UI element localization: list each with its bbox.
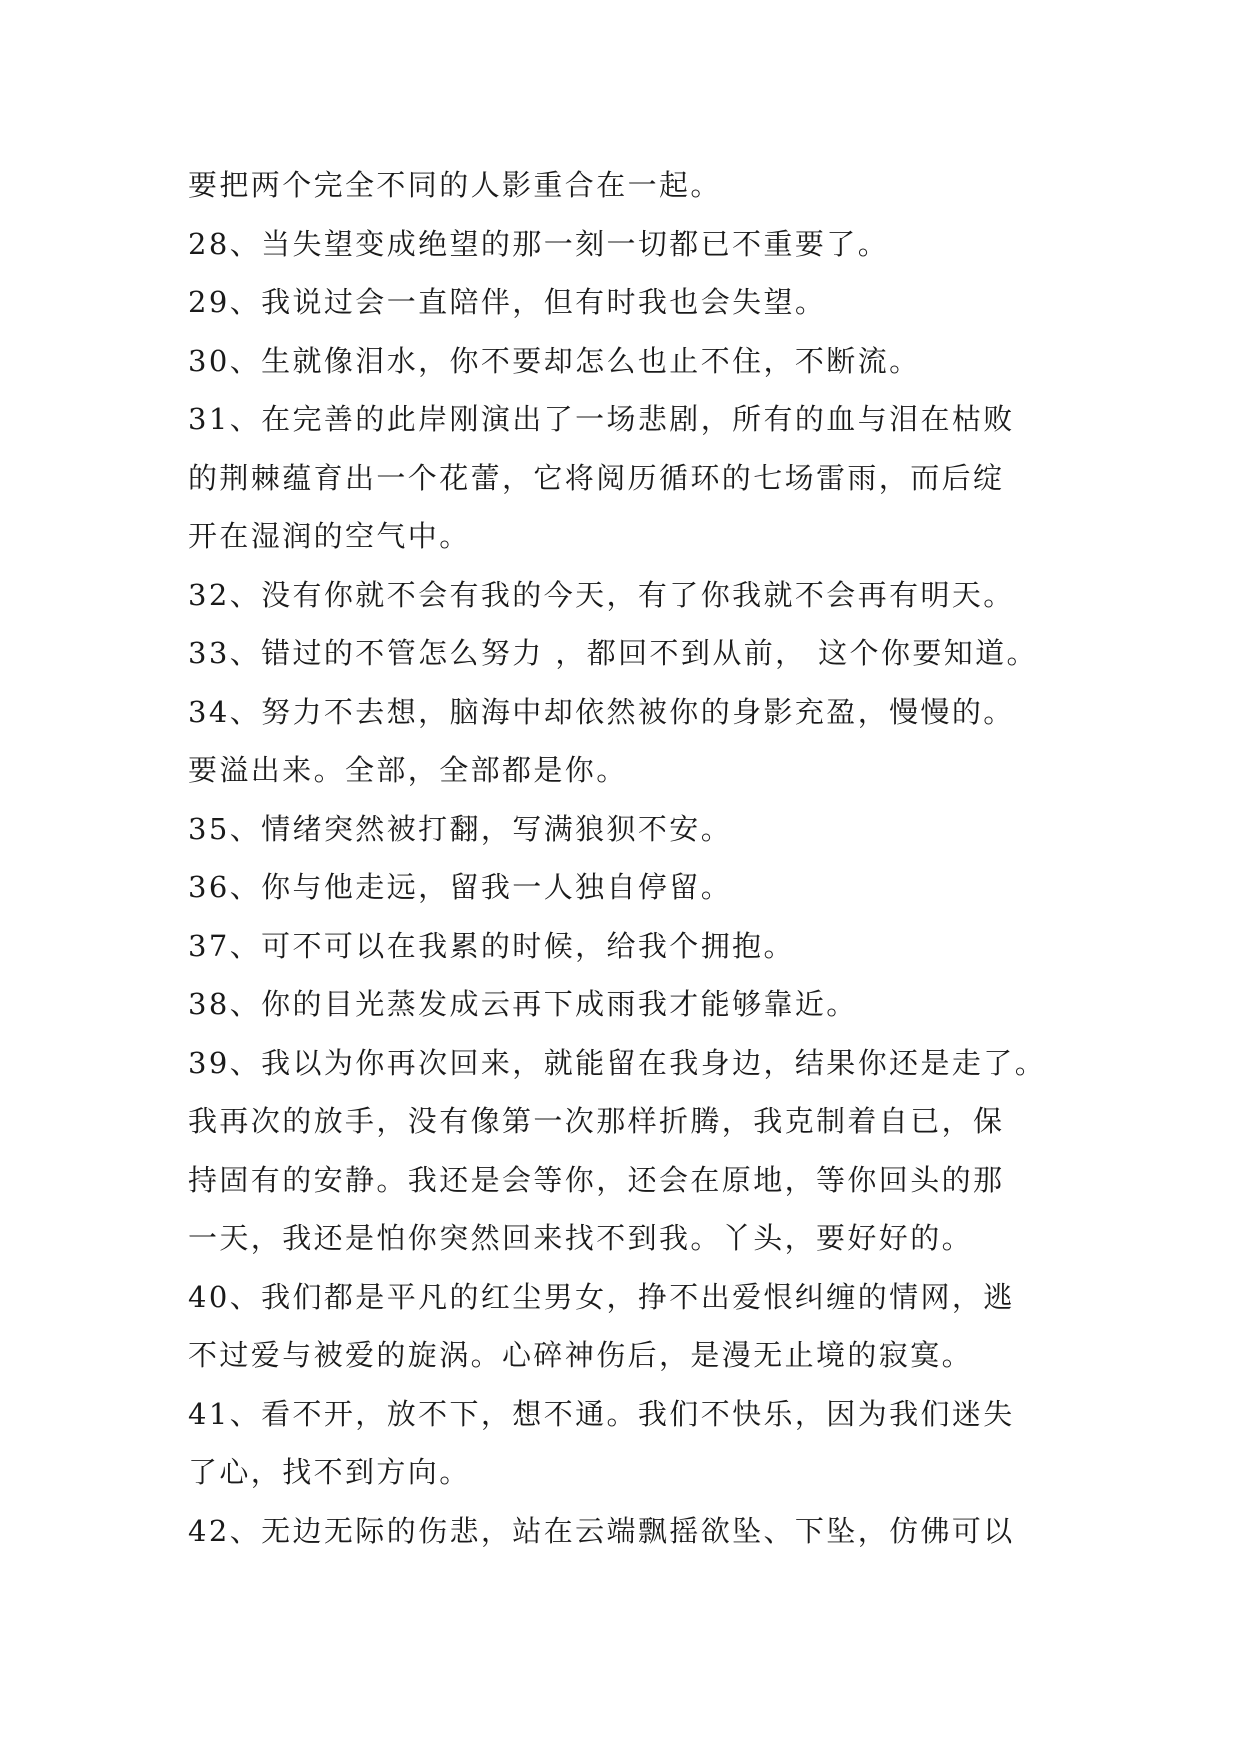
text-line: 42、无边无际的伤悲，站在云端飘摇欲坠、下坠，仿佛可以	[188, 1513, 1015, 1548]
text-line: 40、我们都是平凡的红尘男女，挣不出爱恨纠缠的情网，逃	[188, 1279, 1015, 1314]
text-line: 29、我说过会一直陪伴，但有时我也会失望。	[188, 285, 827, 319]
text-line: 35、情绪突然被打翻，写满狼狈不安。	[188, 811, 733, 846]
text-line: 了心，找不到方向。	[188, 1455, 471, 1489]
text-line: 34、努力不去想，脑海中却依然被你的身影充盈，慢慢的。	[188, 694, 1015, 729]
text-line: 要溢出来。全部，全部都是你。	[188, 753, 628, 787]
text-line: 不过爱与被爱的旋涡。心碎神伤后，是漫无止境的寂寞。	[188, 1338, 974, 1372]
text-line: 持固有的安静。我还是会等你，还会在原地，等你回头的那	[188, 1162, 1005, 1197]
text-line: 要把两个完全不同的人影重合在一起。	[188, 168, 722, 202]
document-body	[188, 156, 1088, 1560]
text-line: 的荆棘蕴育出一个花蕾，它将阅历循环的七场雷雨，而后绽	[188, 460, 1005, 495]
text-line: 30、生就像泪水，你不要却怎么也止不住，不断流。	[188, 343, 921, 378]
text-line: 31、在完善的此岸刚演出了一场悲剧，所有的血与泪在枯败	[188, 402, 1015, 436]
text-line: 41、看不开，放不下，想不通。我们不快乐，因为我们迷失	[188, 1396, 1015, 1431]
text-line: 39、我以为你再次回来，就能留在我身边，结果你还是走了。	[188, 1045, 1047, 1080]
text-line: 38、你的目光蒸发成云再下成雨我才能够靠近。	[188, 987, 858, 1021]
text-line: 我再次的放手，没有像第一次那样折腾，我克制着自已，保	[188, 1104, 1005, 1138]
text-line: 33、错过的不管怎么努力 ，都回不到从前， 这个你要知道。	[188, 636, 1038, 670]
text-line: 32、没有你就不会有我的今天，有了你我就不会再有明天。	[188, 577, 1015, 612]
text-line: 28、当失望变成绝望的那一刻一切都已不重要了。	[188, 226, 890, 261]
text-line: 36、你与他走远，留我一人独自停留。	[188, 870, 733, 904]
text-line: 37、可不可以在我累的时候，给我个拥抱。	[188, 928, 795, 963]
text-line: 一天，我还是怕你突然回来找不到我。丫头，要好好的。	[188, 1221, 974, 1255]
text-line: 开在湿润的空气中。	[188, 519, 471, 553]
